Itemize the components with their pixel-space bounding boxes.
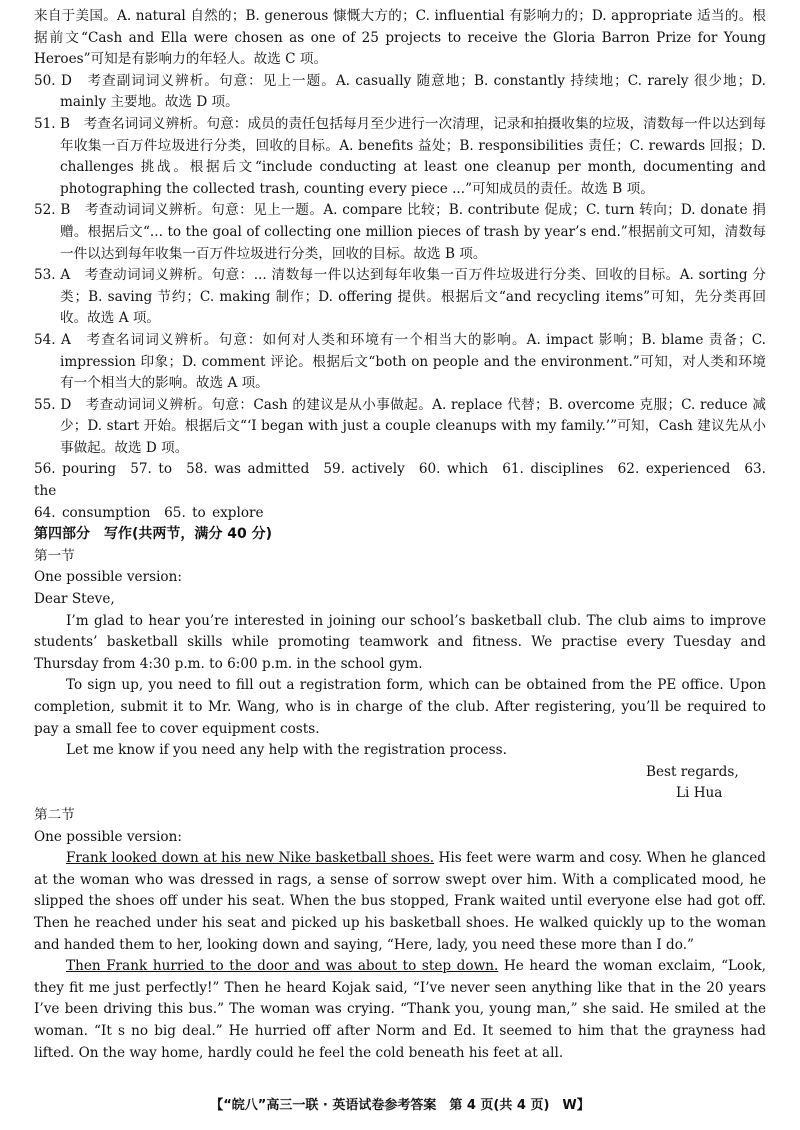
section-two-version-label: One possible version: — [34, 828, 182, 845]
story-paragraph-2-body: He heard the woman exclaim, “Look, they fit me just perfectly!” Then he heard Kojak said, “I’ve never seen anything like that in the 20 years I’ve been driving this bus.” The woman was crying. “Thank you, young man,” she said. He smiled at the woman. “It s no big deal.” He hurried off after Norm and Ed. It seemed to him that the grayness had lifted. On the way home, hardly could he feel the cold beneath his feet at all. — [34, 958, 766, 1061]
grammar-fill-answers-line-2: 64. consumption 65. to explore — [34, 504, 264, 521]
story-paragraph-1 — [34, 848, 766, 956]
story-paragraph-1-lead: Frank looked down at his new Nike basketball shoes. — [66, 850, 435, 867]
explanation-51: 51. B 考查名词词义辨析。句意：成员的责任包括每月至少进行一次清理，记录和拍摄收集的垃圾，清数每一件以达到每年收集一百万件垃圾进行分类，回收的目标。A. benefits 益处；B. responsibilities 责任；C. rewards 回报；D. challenges 挑战。根据后文“include conducting at least one cleanup per month, documenting and photographing the collected trash, counting every piece ...”可知成员的责任。故选 B 项。 — [34, 115, 766, 197]
explanation-54: 54. A 考查名词词义辨析。句意：如何对人类和环境有一个相当大的影响。A. impact 影响；B. blame 责备；C. impression 印象；D. comment 评论。根据后文“both on people and the environment.”可知，对人类和环境有一个相当大的影响。故选 A 项。 — [34, 331, 766, 392]
explanation-53: 53. A 考查动词词义辨析。句意：... 清数每一件以达到每年收集一百万件垃圾进行分类、回收的目标。A. sorting 分类；B. saving 节约；C. making 制作；D. offering 提供。根据后文“and recycling items”可知，先分类再回收。故选 A 项。 — [34, 267, 766, 327]
letter-greeting: Dear Steve, — [34, 591, 115, 608]
story-paragraph-2 — [34, 956, 766, 1064]
letter-paragraph-3: Let me know if you need any help with the registration process. — [66, 742, 507, 759]
answer-page — [34, 6, 766, 1064]
story-paragraph-2-lead: Then Frank hurried to the door and was about to step down. — [66, 958, 499, 975]
grammar-fill-answers-line-1: 56. pouring 57. to 58. was admitted 59. actively 60. which 61. disciplines 62. experienced 63. the — [34, 461, 766, 500]
part-four-title: 第四部分 写作(共两节，满分 40 分) — [34, 526, 273, 543]
letter-paragraph-1: I’m glad to hear you’re interested in joining our school’s basketball club. The club aims to improve students’ basketball skills while promoting teamwork and fitness. We practise every Tuesday and Thursday from 4:30 p.m. to 6:00 p.m. in the school gym. — [34, 612, 766, 672]
explanation-50: 50. D 考查副词词义辨析。句意：见上一题。A. casually 随意地；B. constantly 持续地；C. rarely 很少地；D. mainly 主要地。故选 D 项。 — [34, 72, 766, 111]
section-one-label: 第一节 — [34, 547, 75, 564]
explanation-49-continued: 来自于美国。A. natural 自然的；B. generous 慷慨大方的；C. influential 有影响力的；D. appropriate 适当的。根据前文“Cash and Ella were chosen as one of 25 projects to receive the Gloria Barron Prize for Young Heroes”可知是有影响力的年轻人。故选 C 项。 — [34, 8, 766, 68]
letter-closing-text: Best regards, — [646, 763, 739, 780]
letter-signature — [34, 783, 766, 805]
letter-signature-text: Li Hua — [676, 785, 723, 802]
section-two-label: 第二节 — [34, 806, 75, 823]
letter-closing — [34, 762, 766, 784]
letter-paragraph-2: To sign up, you need to fill out a registration form, which can be obtained from the PE office. Upon completion, submit it to Mr. Wang, who is in charge of the club. After registering, you’ll be required to pay a small fee to cover equipment costs. — [34, 677, 766, 737]
page-footer: 【“皖八”高三一联 · 英语试卷参考答案 第 4 页(共 4 页) W】 — [210, 1098, 590, 1113]
story-paragraph-1-body: His feet were warm and cosy. When he glanced at the woman who was dressed in rags, a sense of sorrow swept over him. With a complicated mood, he slipped the shoes off under his seat. When the bus stopped, Frank waited until everyone else had got off. Then he reached under his seat and picked up his basketball shoes. He walked quickly up to the woman and handed them to her, looking down and saying, “Here, lady, you need these more than I do.” — [34, 850, 766, 953]
explanation-52: 52. B 考查动词词义辨析。句意：见上一题。A. compare 比较；B. contribute 促成；C. turn 转向；D. donate 捐赠。根据后文“... to the goal of collecting one million pieces of trash by year’s end.”根据前文可知，清数每一件以达到每年收集一百万件垃圾进行分类，回收的目标。故选 B 项。 — [34, 202, 766, 262]
section-one-version-label: One possible version: — [34, 569, 182, 586]
explanation-55: 55. D 考查动词词义辨析。句意：Cash 的建议是从小事做起。A. replace 代替；B. overcome 克服；C. reduce 减少；D. start 开始。根据后文“‘I began with just a couple cleanups with my family.’”可知，Cash 建议先从小事做起。故选 D 项。 — [34, 396, 766, 456]
